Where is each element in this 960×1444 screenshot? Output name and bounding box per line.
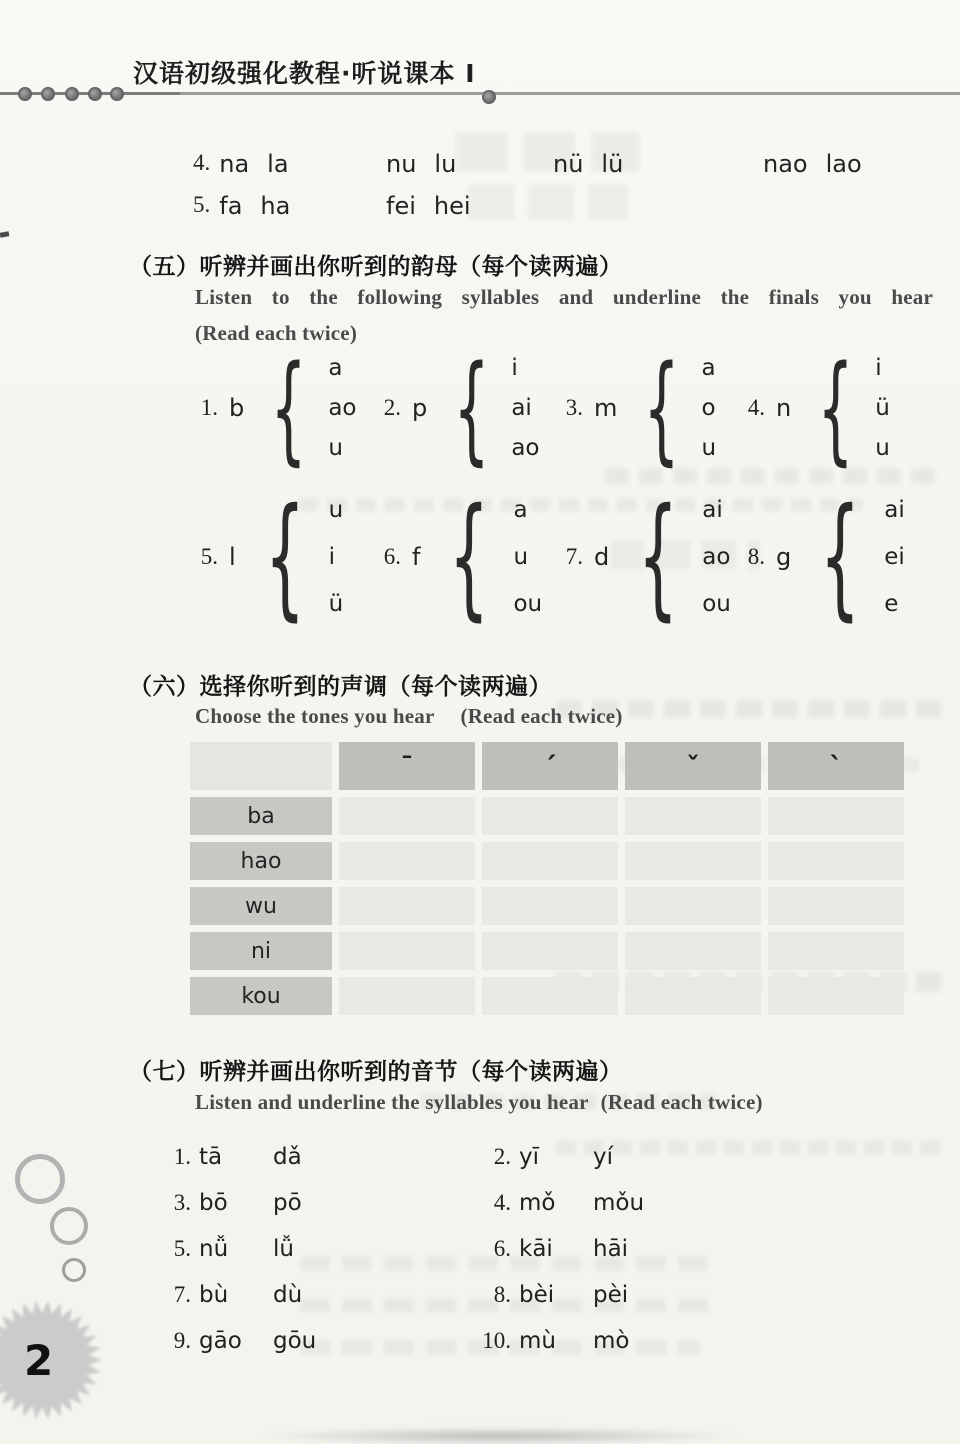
finals-list [875,355,890,461]
table-corner-cell [190,742,332,790]
tone-table [190,742,904,1015]
final-option: u [513,544,529,570]
header-divider [0,92,960,95]
answer-cell [625,977,761,1015]
final-option: a [513,497,528,523]
answer-cell [482,932,618,970]
initial-letter: f [412,543,421,571]
syllable-b: mǒu [593,1190,645,1216]
syllable-a: mǒ [519,1190,556,1216]
tone-header-fourth: ˋ [768,742,904,790]
bleedthrough-ghost [468,184,628,220]
syllable-b: yí [593,1144,614,1170]
item-number: 5. [173,1236,191,1261]
final-option: e [884,591,899,617]
final-option: i [328,544,336,570]
starburst-badge [0,1296,108,1426]
brace-group [739,339,890,477]
decor-circle [15,1154,65,1204]
syllable-a: kāi [519,1236,553,1262]
instruction-text: Listen and underline the syllables you hear [195,1090,589,1114]
scan-shadow [258,1428,738,1444]
syllable: lü [601,150,624,178]
answer-cell [339,797,475,835]
left-brace: { [820,480,861,634]
divider-dot [88,87,102,101]
final-option: u [328,435,343,461]
syllable-pair [386,192,471,220]
page-number: 2 [24,1336,54,1385]
item-number: 2. [383,395,401,420]
syllable: nao [763,150,808,178]
book-title: 汉语初级强化教程·听说课本 I [133,59,476,88]
final-option: ou [513,591,543,617]
answer-cell [625,932,761,970]
syllable-a: bù [199,1282,229,1308]
initial-letter: b [229,394,245,422]
syllable-pair [219,192,290,220]
section6-instruction-en [195,704,623,729]
brace-group [557,480,731,634]
bleedthrough-ghost [556,1140,946,1155]
tone-header-second: ˊ [482,742,618,790]
syllable-pair [763,150,862,178]
item-number: 6. [383,544,401,569]
scan-edge-mark [0,231,9,237]
left-brace: { [449,480,490,634]
final-option: u [328,497,344,523]
initial-letter: p [412,394,428,422]
answer-cell [482,797,618,835]
syllable-a: tā [199,1144,223,1170]
left-brace: { [264,480,305,634]
syllable: nu [386,150,417,178]
final-option: ü [875,395,890,421]
answer-cell [482,842,618,880]
warmup-row [386,150,456,178]
section5-instruction-en: Listen to the following syllables and underline the finals you hear [195,285,933,309]
final-option: ei [884,544,905,570]
left-brace: { [453,339,490,477]
section7-heading: （七）听辨并画出你听到的音节（每个读两遍） [129,1059,623,1085]
item-number: 1. [173,1144,191,1169]
brace-group [192,480,344,634]
decor-circle [50,1207,88,1245]
syllable-a: bō [199,1190,228,1216]
tone-header-third: ˇ [625,742,761,790]
item-number: 1. [200,395,218,420]
final-option: ou [702,591,731,617]
instruction-text: (Read each twice) [600,1090,763,1114]
left-brace: { [643,339,680,477]
warmup-row [763,150,862,178]
answer-cell [339,887,475,925]
section6-heading: （六）选择你听到的声调（每个读两遍） [129,674,552,700]
syllable-item [463,1236,628,1262]
item-number: 4. [193,150,211,175]
syllable: fei [386,192,416,220]
syllable-a: gāo [199,1328,242,1354]
section5-instruction-en: (Read each twice) [195,321,358,345]
syllable-b: dù [273,1282,303,1308]
final-option: u [875,435,890,461]
syllable-item [463,1282,628,1308]
initial-letter: d [594,543,610,571]
finals-list [702,497,731,617]
row-label: wu [190,887,332,925]
final-option: ü [328,591,344,617]
final-option: u [701,435,717,461]
brace-group [557,339,717,477]
syllable: ha [260,192,291,220]
divider-dot [41,87,55,101]
syllable-a: yī [519,1144,540,1170]
final-option: i [511,355,518,381]
row-label: kou [190,977,332,1015]
item-number: 7. [173,1282,191,1307]
syllable-a: nǚ [199,1236,229,1262]
syllable-b: dǎ [273,1144,302,1170]
brace-group [739,480,905,634]
syllable-item [155,1236,294,1262]
finals-list [328,355,356,461]
final-option: a [328,355,343,381]
answer-cell [768,887,904,925]
finals-list [701,355,716,461]
syllable-b: gōu [273,1328,317,1354]
syllable-item [463,1328,629,1354]
starburst-svg [0,1296,108,1426]
syllable-pair [386,150,456,178]
initial-letter: m [594,394,618,422]
initial-letter: l [229,543,236,571]
syllable: fa [219,192,243,220]
syllable-b: lǚ [273,1236,294,1262]
syllable-a: bèi [519,1282,555,1308]
final-option: ao [328,395,357,421]
answer-cell [768,977,904,1015]
item-number: 7. [565,544,583,569]
syllable: la [267,150,289,178]
final-option: ao [702,544,731,570]
syllable-b: pèi [593,1282,629,1308]
syllable-b: hāi [593,1236,629,1262]
brace-group [375,480,543,634]
warmup-row [193,192,290,220]
initial-letter: g [776,543,792,571]
decor-circle [62,1258,86,1282]
section7-instruction-en [195,1090,763,1115]
brace-group [192,339,357,477]
item-number: 4. [493,1190,511,1215]
row-label: hao [190,842,332,880]
syllable-item [155,1328,316,1354]
item-number: 2. [493,1144,511,1169]
syllable-pair [553,150,623,178]
divider-dot [482,90,496,104]
answer-cell [768,797,904,835]
final-option: ai [702,497,723,523]
answer-cell [625,842,761,880]
answer-cell [482,977,618,1015]
syllable-item [463,1190,644,1216]
row-label: ba [190,797,332,835]
item-number: 9. [173,1328,191,1353]
item-number: 5. [193,192,211,217]
divider-dot [110,87,124,101]
final-option: a [701,355,716,381]
answer-cell [625,797,761,835]
final-option: ao [511,435,540,461]
answer-cell [339,932,475,970]
final-option: i [875,355,882,381]
syllable-a: mù [519,1328,556,1354]
left-brace: { [638,480,679,634]
warmup-row [553,150,623,178]
answer-cell [482,887,618,925]
divider-dot [18,87,32,101]
finals-list [511,355,539,461]
finals-list [513,497,542,617]
item-number: 5. [200,544,218,569]
answer-cell [768,842,904,880]
syllable: hei [433,192,471,220]
syllable-item [155,1282,302,1308]
final-option: ai [884,497,905,523]
answer-cell [768,932,904,970]
initial-letter: n [776,394,792,422]
tone-header-first: ˉ [339,742,475,790]
syllable: lu [434,150,457,178]
syllable-pair [219,150,288,178]
item-number: 6. [493,1236,511,1261]
syllable-item [155,1190,302,1216]
answer-cell [339,842,475,880]
left-brace: { [817,339,854,477]
syllable-b: pō [273,1190,302,1216]
syllable: lao [825,150,862,178]
item-number: 4. [747,395,765,420]
answer-cell [625,887,761,925]
warmup-row [386,192,471,220]
item-number: 3. [565,395,583,420]
finals-list [329,497,344,617]
final-option: o [701,395,716,421]
item-number: 3. [173,1190,191,1215]
instruction-text: Choose the tones you hear [195,704,435,728]
row-label: ni [190,932,332,970]
final-option: ai [511,395,532,421]
syllable-item [155,1144,302,1170]
divider-dot [65,87,79,101]
item-number: 8. [493,1282,511,1307]
brace-group [375,339,540,477]
finals-list [884,497,905,617]
item-number: 10. [482,1328,511,1353]
syllable-b: mò [593,1328,630,1354]
syllable: na [219,150,250,178]
section5-heading: （五）听辨并画出你听到的韵母（每个读两遍） [129,254,623,280]
item-number: 8. [747,544,765,569]
warmup-row [193,150,289,178]
answer-cell [339,977,475,1015]
syllable: nü [553,150,584,178]
left-brace: { [270,339,307,477]
instruction-text: (Read each twice) [460,704,623,728]
syllable-item [463,1144,613,1170]
